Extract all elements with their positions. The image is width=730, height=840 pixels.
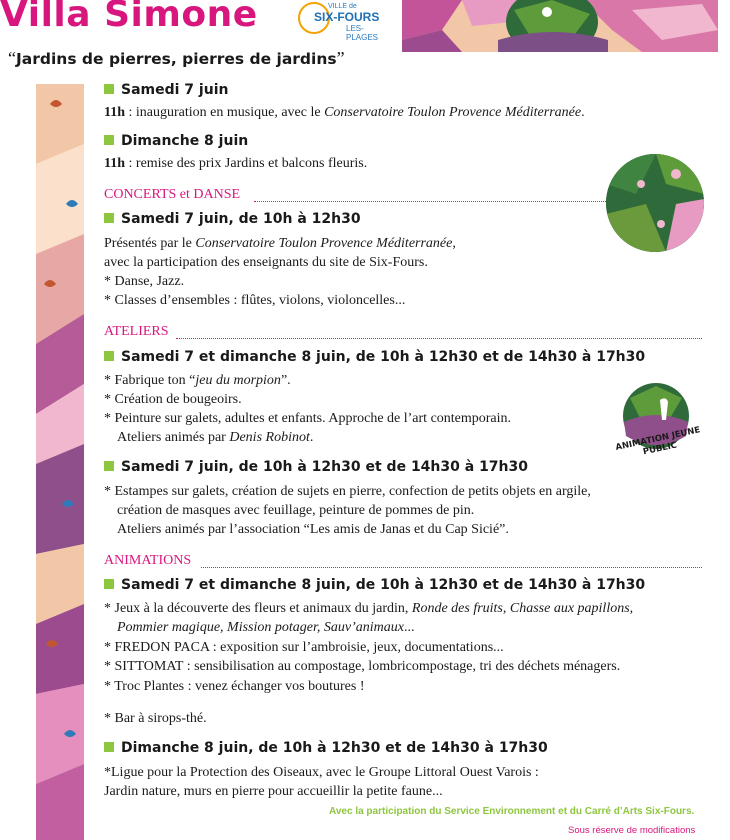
intro-heading-2: Dimanche 8 juin: [104, 133, 248, 149]
ateliers-line-4: Ateliers animés par Denis Robinot.: [117, 430, 314, 445]
logo-line2: SIX-FOURS: [314, 10, 380, 24]
section-divider: [254, 201, 606, 202]
ateliers-line-5: * Estampes sur galets, création de sujets en pierre, confection de petits objets en argile,: [104, 484, 591, 499]
ateliers-line-6: création de masques avec feuillage, peinture de pommes de pin.: [117, 503, 475, 518]
intro-heading-1: Samedi 7 juin: [104, 82, 228, 98]
animations-line-4: * SITTOMAT : sensibilisation au compostage, lombricompostage, tri des déchets ménagers.: [104, 659, 621, 674]
green-bullet-icon: [104, 135, 114, 145]
concerts-heading: Samedi 7 juin, de 10h à 12h30: [104, 211, 361, 227]
section-divider: [176, 338, 702, 339]
green-bullet-icon: [104, 461, 114, 471]
green-bullet-icon: [104, 84, 114, 94]
six-fours-logo: [298, 0, 384, 40]
page-subtitle: “Jardins de pierres, pierres de jardins”: [8, 48, 345, 68]
animations-line-3: * FREDON PACA : exposition sur l’ambroisie, jeux, documentations...: [104, 640, 504, 655]
animations-line-7: *Ligue pour la Protection des Oiseaux, avec le Groupe Littoral Ouest Varois :: [104, 765, 539, 780]
concerts-line-1: Présentés par le Conservatoire Toulon Provence Méditerranée,: [104, 236, 456, 251]
participation-note: Avec la participation du Service Environnement et du Carré d’Arts Six-Fours.: [329, 806, 695, 817]
animations-line-2: Pommier magique, Mission potager, Sauv’animaux...: [117, 620, 415, 635]
section-divider: [201, 567, 702, 568]
badge-text: ANIMATION JEUNE PUBLIC: [614, 425, 702, 458]
ateliers-line-1: * Fabrique ton “jeu du morpion”.: [104, 373, 291, 388]
page-title: Villa Simone: [0, 0, 258, 35]
section-label-ateliers: ATELIERS: [104, 324, 169, 339]
intro-text-2: 11h : remise des prix Jardins et balcons fleuris.: [104, 156, 368, 171]
green-bullet-icon: [104, 351, 114, 361]
green-bullet-icon: [104, 742, 114, 752]
animations-heading-2: Dimanche 8 juin, de 10h à 12h30 et de 14h30 à 17h30: [104, 740, 548, 756]
animation-jeune-public-badge: [600, 378, 712, 470]
concerts-line-2: avec la participation des enseignants du site de Six-Fours.: [104, 255, 428, 270]
ateliers-line-3: * Peinture sur galets, adultes et enfants. Approche de l’art contemporain.: [104, 411, 512, 426]
subtitle-text: Jardins de pierres, pierres de jardins: [16, 50, 337, 68]
ateliers-line-2: * Création de bougeoirs.: [104, 392, 242, 407]
animations-line-1: * Jeux à la découverte des fleurs et animaux du jardin, Ronde des fruits, Chasse aux papillons,: [104, 601, 634, 616]
green-bullet-icon: [104, 213, 114, 223]
animations-line-6: * Bar à sirops-thé.: [104, 711, 207, 726]
header-illustration: [402, 0, 718, 52]
ateliers-heading-2: Samedi 7 juin, de 10h à 12h30 et de 14h30 à 17h30: [104, 459, 528, 475]
garden-illustration: [606, 154, 704, 252]
animations-line-8: Jardin nature, murs en pierre pour accueillir la petite faune...: [104, 784, 443, 799]
animations-line-5: * Troc Plantes : venez échanger vos boutures !: [104, 679, 365, 694]
reserve-note: Sous réserve de modifications: [568, 825, 696, 836]
ateliers-heading-1: Samedi 7 et dimanche 8 juin, de 10h à 12h30 et de 14h30 à 17h30: [104, 349, 645, 365]
ateliers-line-7: Ateliers animés par l’association “Les amis de Janas et du Cap Sicié”.: [117, 522, 509, 537]
section-label-concerts: CONCERTS et DANSE: [104, 187, 241, 202]
animations-heading-1: Samedi 7 et dimanche 8 juin, de 10h à 12h30 et de 14h30 à 17h30: [104, 577, 645, 593]
green-bullet-icon: [104, 579, 114, 589]
section-label-animations: ANIMATIONS: [104, 553, 192, 568]
intro-text-1: 11h : inauguration en musique, avec le Conservatoire Toulon Provence Méditerranée.: [104, 105, 585, 120]
logo-line3: LES-PLAGES: [346, 24, 379, 42]
concerts-line-4: * Classes d’ensembles : flûtes, violons, violoncelles...: [104, 293, 406, 308]
logo-line1: VILLE de: [328, 3, 357, 10]
concerts-line-3: * Danse, Jazz.: [104, 274, 185, 289]
side-illustration: [36, 84, 84, 840]
